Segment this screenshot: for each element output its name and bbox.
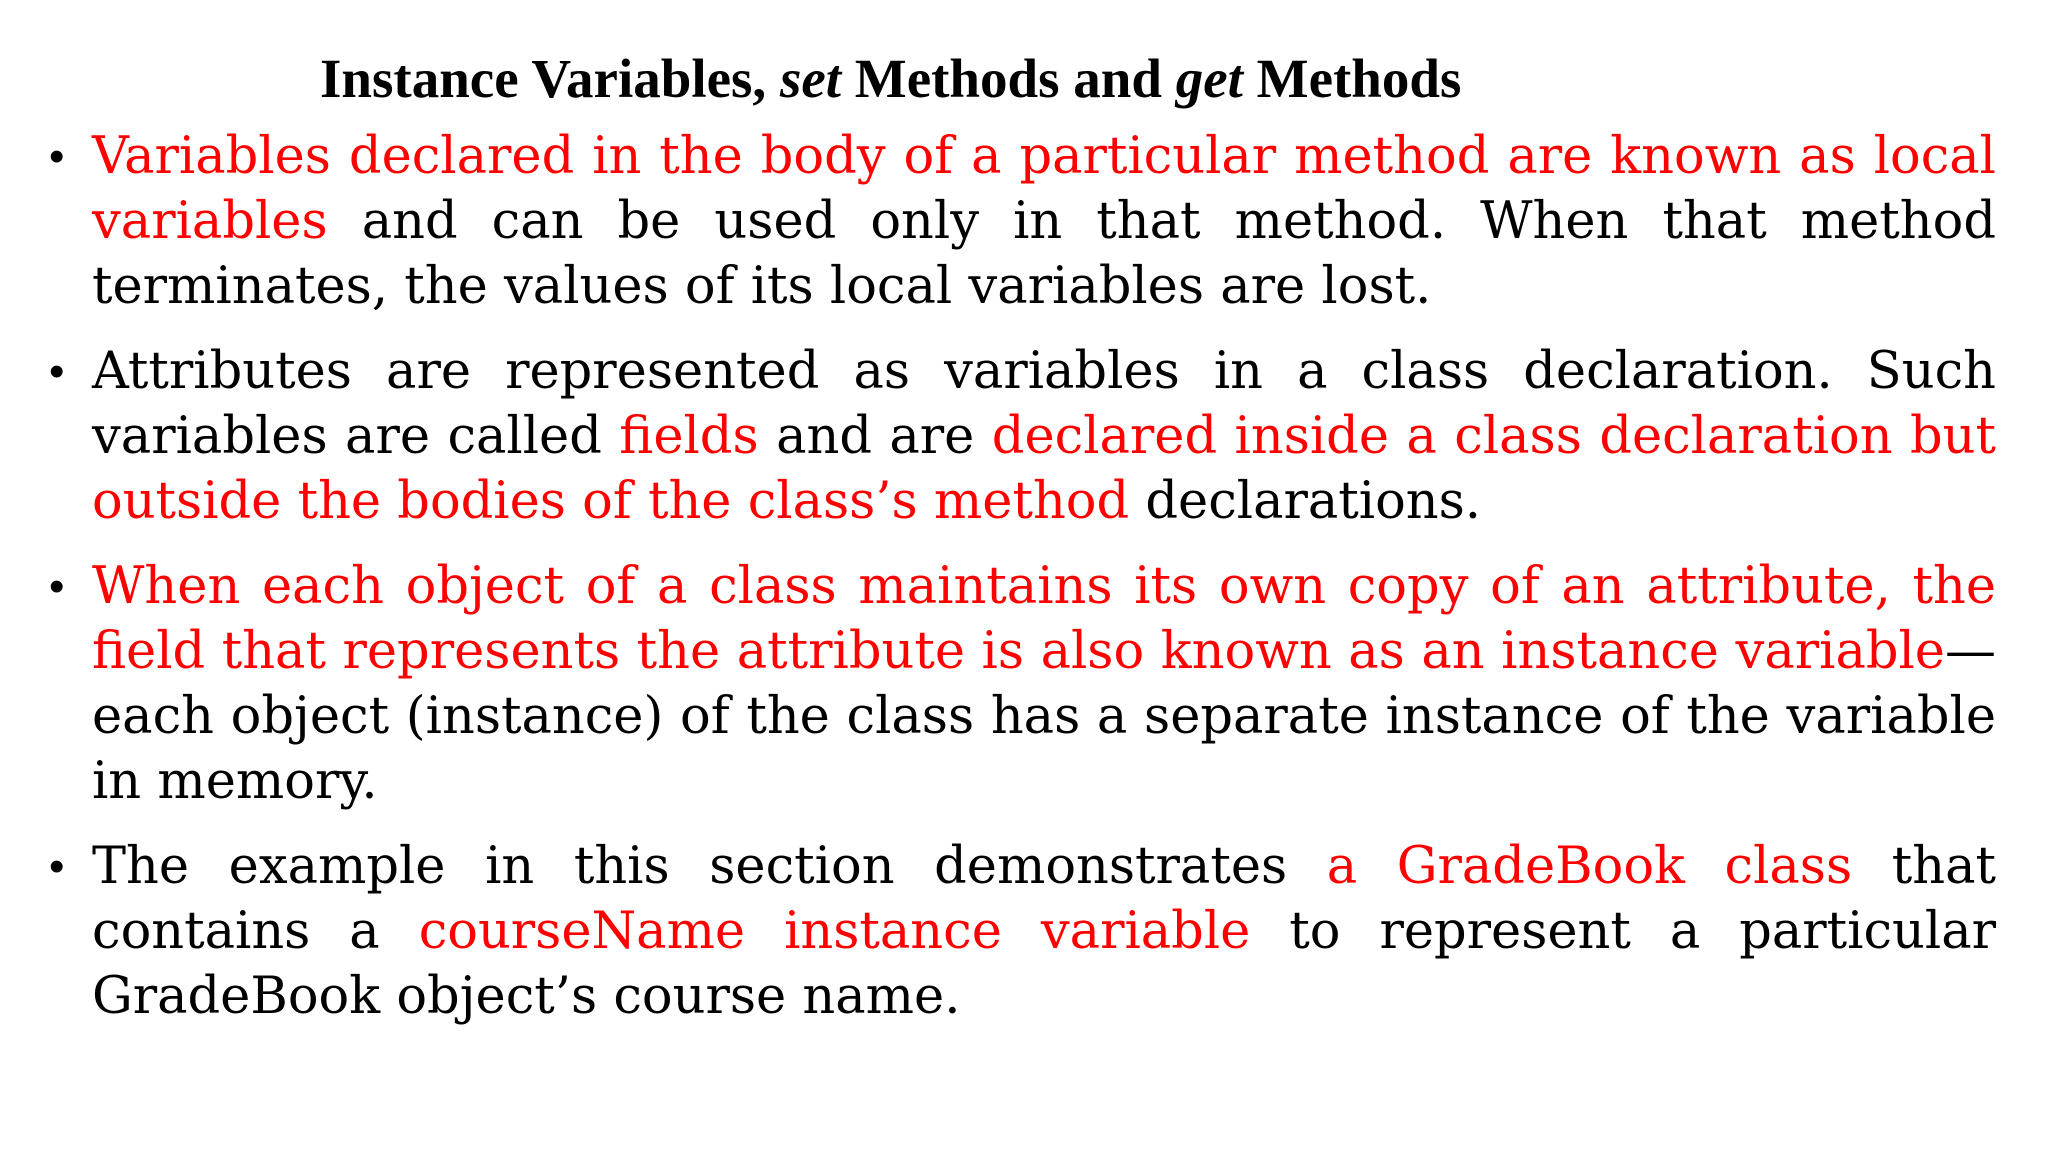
bullet-attributes-fields: [49, 339, 1996, 534]
bullet-local-variables: [49, 124, 1996, 319]
bullet-4-segment-4: courseName instance variable: [418, 902, 1251, 961]
title-part-3: Methods: [1242, 48, 1462, 109]
bullet-1-segment-1: Variables declared in the body of a particular method are known as local variables: [92, 127, 1996, 251]
bullet-gradebook-example: [49, 834, 1996, 1029]
bullet-point-icon: •: [49, 842, 65, 891]
bullet-3-segment-1: When each object of a class maintains its own copy of an attribute, the field that represents the attribute is also known as an instance variable: [92, 557, 1996, 681]
bullet-2-segment-3: and are: [758, 407, 992, 466]
title-part-2: Methods and: [841, 48, 1176, 109]
bullet-2-segment-4: declared inside a class declaration but outside the bodies of the class’s method: [92, 407, 1996, 531]
bullet-point-icon: •: [49, 347, 65, 396]
bullet-1-segment-2: and can be used only in that method. When that method terminates, the values of its local variables are lost.: [92, 192, 1996, 316]
bullet-4-segment-1: The example in this section demonstrates: [92, 837, 1327, 896]
title-set-word: set: [779, 48, 842, 109]
bullet-3-segment-2: —each object (instance) of the class has a separate instance of the variable in memory.: [92, 622, 1996, 811]
bullet-4-segment-2: a GradeBook class: [1326, 837, 1853, 896]
bullet-2-segment-1: Attributes are represented as variables in a class declaration. Such variables are called: [92, 342, 1996, 466]
bullet-point-icon: •: [49, 132, 65, 181]
title-part-1: Instance Variables,: [320, 48, 780, 109]
bullet-4-segment-5: to represent a particular GradeBook object’s course name.: [92, 902, 1996, 1026]
bullet-instance-variable: [49, 554, 1996, 814]
bullet-2-segment-5: declarations.: [1129, 472, 1482, 531]
title-get-word: get: [1175, 48, 1243, 109]
bullet-2-segment-2: fields: [619, 407, 759, 466]
bullet-list: [0, 124, 2048, 1049]
slide-title: [320, 46, 1720, 112]
bullet-4-segment-3: that contains a: [92, 837, 1996, 961]
bullet-point-icon: •: [49, 562, 65, 611]
